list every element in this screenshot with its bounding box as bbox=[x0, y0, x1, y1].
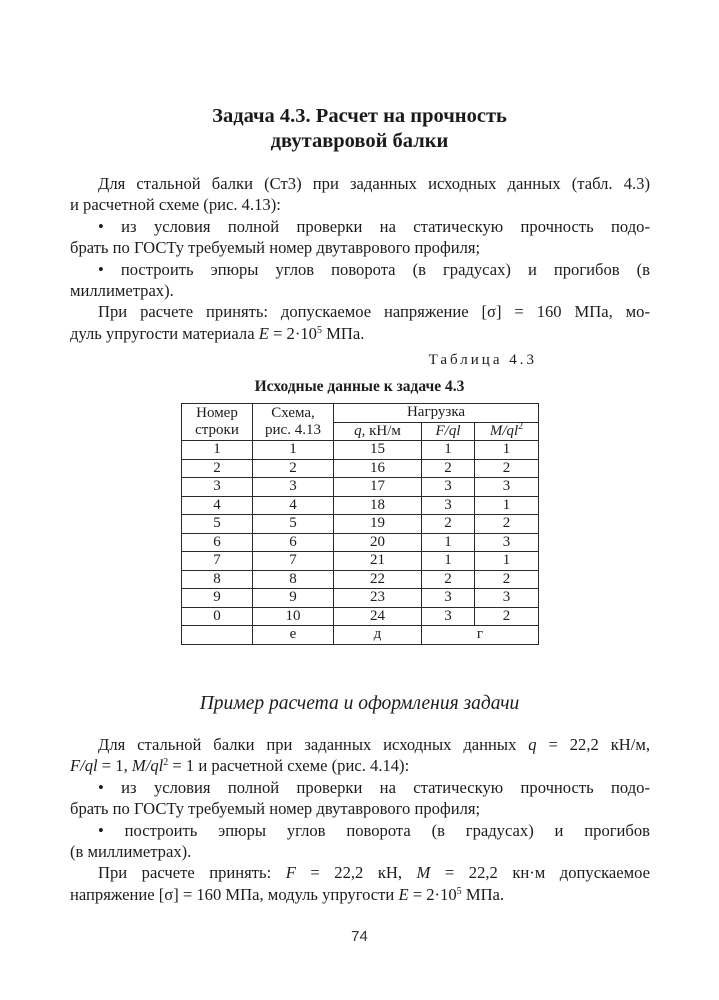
table-caption: Исходные данные к задаче 4.3 bbox=[254, 378, 465, 395]
bullet-item: • построить эпюры углов поворота (в градусах) и прогибов (в bbox=[98, 259, 650, 279]
conditions-line: напряжение [σ] = 160 МПа, модуль упругости $E = 2\cdot 10^5$ МПа. bbox=[70, 884, 505, 904]
bullet-item-cont: брать по ГОСТу требуемый номер двутаврового профиля; bbox=[70, 238, 481, 258]
table-row: 1 1 15 1 1 bbox=[182, 441, 539, 460]
table-row: 6 6 20 1 3 bbox=[182, 533, 539, 552]
title-line-1: Задача 4.3. Расчет на прочность bbox=[212, 105, 507, 127]
table-header-row bbox=[182, 404, 539, 423]
table-label: Таблица 4.3 bbox=[428, 352, 537, 368]
table-row: 4 4 18 3 1 bbox=[182, 496, 539, 515]
table-row: 8 8 22 2 2 bbox=[182, 570, 539, 589]
table-footer-row: е д г bbox=[182, 626, 539, 645]
bullet-item-cont: (в миллиметрах). bbox=[70, 842, 192, 862]
page-number: 74 bbox=[351, 928, 368, 945]
conditions-line: При расчете принять: F = 22,2 кН, M = 22,2 кн·м допускаемое bbox=[98, 863, 650, 883]
bullet-item: • из условия полной проверки на статическую прочность подо- bbox=[98, 777, 650, 797]
header-q: q, кН/м bbox=[334, 422, 422, 441]
bullet-item: • построить эпюры углов поворота (в градусах) и прогибов bbox=[98, 820, 650, 840]
intro-section bbox=[70, 173, 650, 344]
example-line: F/ql = 1, $M/ql^2 = 1$ и расчетной схеме (рис. 4.14): bbox=[70, 756, 410, 776]
conditions-line: При расчете принять: допускаемое напряжение [σ] = 160 МПа, мо- bbox=[98, 302, 650, 322]
table-row: 7 7 21 1 1 bbox=[182, 552, 539, 571]
header-row-number: Номер строки bbox=[182, 404, 253, 441]
table-row: 9 9 23 3 3 bbox=[182, 589, 539, 608]
example-line: Для стальной балки при заданных исходных данных q = 22,2 кН/м, bbox=[98, 735, 650, 754]
header-fql: F/ql bbox=[422, 422, 475, 441]
bullet-item: • из условия полной проверки на статическую прочность подо- bbox=[98, 216, 650, 236]
header-mql: $M/ql^2$ bbox=[475, 422, 539, 441]
bullet-item-cont: миллиметрах). bbox=[70, 281, 174, 301]
header-scheme: Схема, рис. 4.13 bbox=[253, 404, 334, 441]
conditions-line: дуль упругости материала $E = 2\cdot 10^5$ МПа. bbox=[70, 323, 365, 343]
intro-line: и расчетной схеме (рис. 4.13): bbox=[70, 195, 281, 215]
section-subtitle: Пример расчета и оформления задачи bbox=[199, 693, 520, 714]
table-row: 3 3 17 3 3 bbox=[182, 478, 539, 497]
table-row: 2 2 16 2 2 bbox=[182, 459, 539, 478]
table-row: 0 10 24 3 2 bbox=[182, 607, 539, 626]
table-row: 5 5 19 2 2 bbox=[182, 515, 539, 534]
page-title bbox=[0, 104, 719, 154]
bullet-item-cont: брать по ГОСТу требуемый номер двутаврового профиля; bbox=[70, 799, 481, 819]
header-load: Нагрузка bbox=[334, 404, 539, 423]
example-section bbox=[70, 734, 650, 905]
input-data-table bbox=[181, 403, 539, 645]
title-line-2: двутавровой балки bbox=[270, 130, 449, 152]
intro-line: Для стальной балки (Ст3) при заданных исходных данных (табл. 4.3) bbox=[98, 174, 650, 193]
